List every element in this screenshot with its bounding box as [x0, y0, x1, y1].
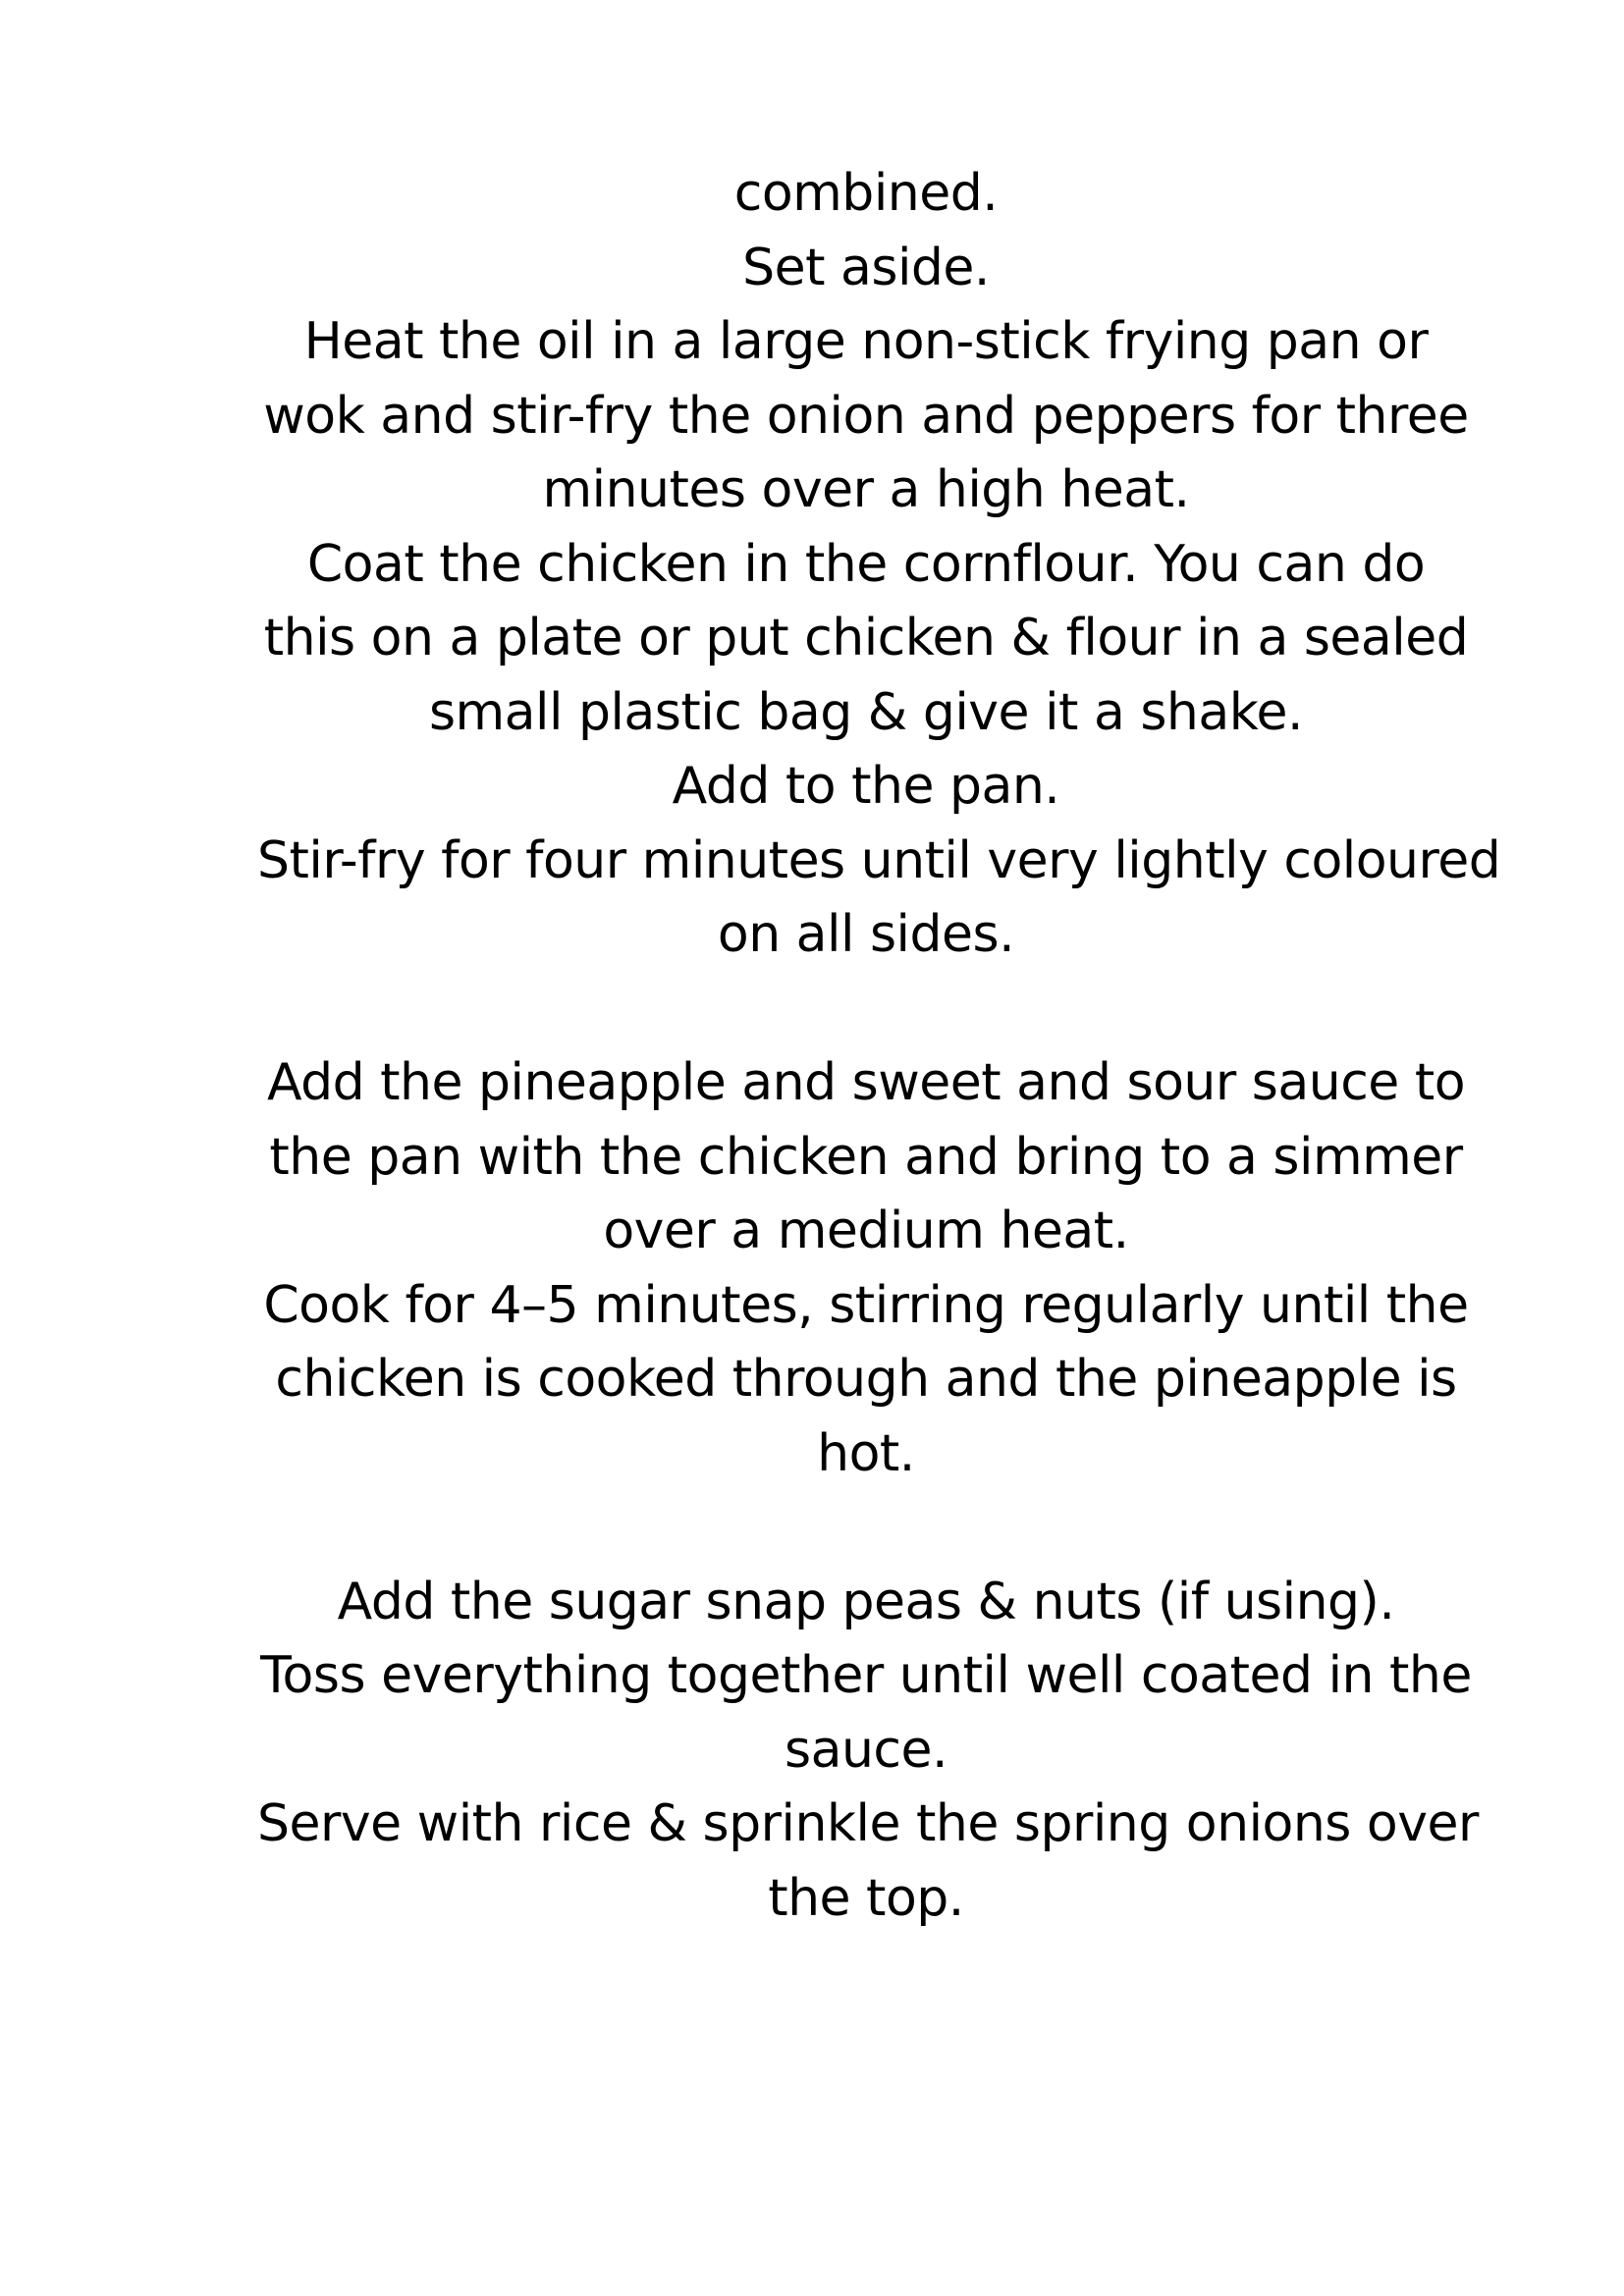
- text-line: Serve with rice & sprinkle the spring onions over: [257, 1794, 1479, 1853]
- text-line: on all sides.: [717, 905, 1015, 964]
- text-line: the pan with the chicken and bring to a simmer: [269, 1127, 1463, 1187]
- text-line: the top.: [768, 1868, 964, 1928]
- text-line: small plastic bag & give it a shake.: [428, 682, 1304, 742]
- paragraph-gap: [257, 1491, 1475, 1566]
- text-line: minutes over a high heat.: [542, 460, 1190, 519]
- text-line: combined.: [733, 164, 999, 223]
- text-line: sauce.: [784, 1720, 948, 1780]
- text-line: Coat the chicken in the cornflour. You can do: [306, 534, 1426, 594]
- text-line: wok and stir-fry the onion and peppers for three: [263, 386, 1469, 446]
- paragraph-gap: [257, 973, 1475, 1047]
- text-line: over a medium heat.: [603, 1201, 1129, 1260]
- text-line: hot.: [817, 1423, 915, 1483]
- text-line: Set aside.: [742, 238, 990, 297]
- text-line: Add the sugar snap peas & nuts (if using).: [337, 1572, 1395, 1631]
- text-line: this on a plate or put chicken & flour in a sealed: [263, 609, 1469, 667]
- text-line: chicken is cooked through and the pineapple is: [275, 1350, 1457, 1409]
- text-line: Heat the oil in a large non-stick frying pan or: [303, 312, 1429, 371]
- text-line: Stir-fry for four minutes until very lightly coloured: [257, 830, 1501, 890]
- text-line: Toss everything together until well coated in the: [260, 1646, 1472, 1705]
- text-line: Cook for 4–5 minutes, stirring regularly until the: [263, 1275, 1469, 1335]
- text-line: Add to the pan.: [672, 757, 1060, 816]
- text-line: Add the pineapple and sweet and sour sauce to: [266, 1053, 1466, 1112]
- recipe-method-text: [257, 157, 1501, 1936]
